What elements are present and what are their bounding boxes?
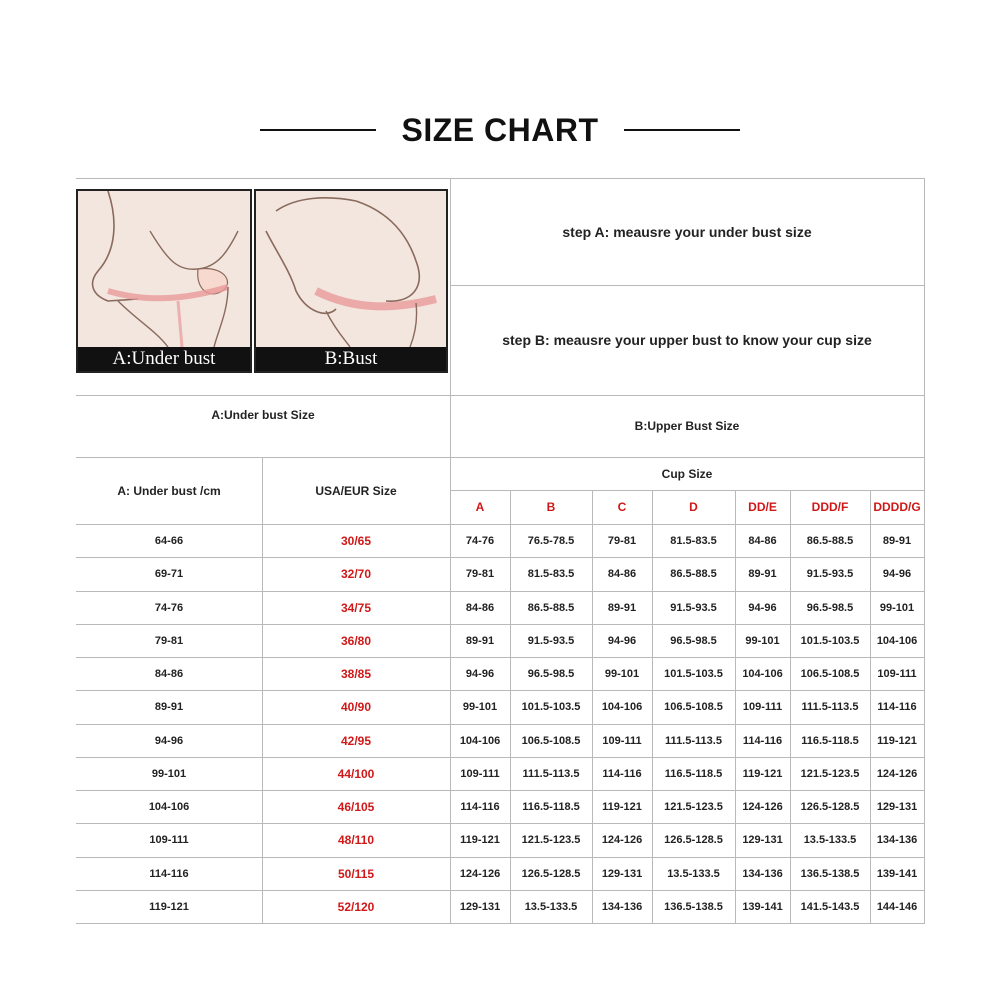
cup-range-value: 129-131 [876, 800, 918, 813]
cup-header-d: D [689, 500, 698, 514]
usa-eur-size-value: 48/110 [337, 833, 375, 847]
under-bust-range: 114-116 [149, 867, 189, 880]
under-bust-range: 74-76 [154, 601, 184, 614]
cup-range-value: 89-91 [607, 601, 637, 614]
cup-range-value: 114-116 [602, 767, 642, 780]
cup-range-value: 84-86 [465, 601, 495, 614]
cup-range-value: 114-116 [742, 734, 783, 747]
cup-range-value: 74-76 [465, 534, 495, 547]
grid-line [76, 923, 925, 924]
cup-range-value: 96.5-98.5 [806, 601, 854, 614]
cup-range-value: 129-131 [601, 867, 643, 880]
usa-eur-size-value: 38/85 [340, 666, 372, 681]
cup-range-value: 124-126 [459, 867, 501, 880]
cup-range-value: 116.5-118.5 [801, 734, 859, 747]
under-bust-measurement-illustration-icon [78, 191, 250, 347]
cup-header-dd-e: DD/E [748, 500, 777, 514]
bust-measurement-illustration-icon [256, 191, 446, 347]
title-bar [0, 108, 1000, 152]
cup-range-value: 99-101 [462, 701, 498, 713]
under-bust-range: 84-86 [154, 667, 184, 680]
cup-range-value: 81.5-83.5 [670, 534, 717, 547]
cup-range-value: 104-106 [459, 734, 501, 747]
cup-range-value: 119-121 [460, 834, 500, 846]
cup-range-value: 119-121 [742, 767, 783, 780]
cup-range-value: 94-96 [607, 634, 637, 647]
cup-range-value: 124-126 [742, 800, 783, 813]
cup-range-value: 116.5-118.5 [664, 767, 723, 780]
cup-range-value: 114-116 [460, 800, 500, 813]
cup-header-c: C [617, 500, 627, 514]
cup-size-header: Cup Size [661, 466, 713, 481]
bust-illustration [254, 189, 448, 373]
usa-eur-size-value: 52/120 [337, 899, 375, 914]
cup-range-value: 84-86 [607, 568, 637, 580]
cup-header-dddd-g: DDDD/G [873, 500, 921, 514]
cup-range-value: 96.5-98.5 [527, 667, 575, 680]
cup-range-value: 111.5-113.5 [665, 734, 722, 747]
cup-range-value: 139-141 [742, 900, 783, 913]
under-bust-range: 104-106 [148, 800, 190, 813]
cup-range-value: 81.5-83.5 [527, 568, 575, 580]
usa-eur-size-value: 36/80 [340, 633, 372, 648]
cup-range-value: 101.5-103.5 [521, 701, 581, 713]
cup-range-value: 134-136 [742, 867, 783, 880]
cup-range-value: 136.5-138.5 [800, 867, 860, 880]
cup-range-value: 94-96 [882, 568, 912, 580]
cup-range-value: 141.5-143.5 [800, 900, 860, 913]
usa-eur-size-header: USA/EUR Size [315, 483, 397, 498]
cup-range-value: 91.5-93.5 [527, 634, 575, 647]
under-bust-illustration [76, 189, 252, 373]
upper-bust-size-header: B:Upper Bust Size [634, 419, 740, 433]
cup-range-value: 124-126 [876, 767, 918, 780]
cup-range-value: 96.5-98.5 [670, 634, 717, 647]
cup-range-value: 134-136 [876, 834, 918, 846]
cup-range-value: 129-131 [459, 900, 501, 913]
under-bust-range: 119-121 [149, 900, 189, 913]
cup-range-value: 104-106 [601, 701, 643, 713]
cup-range-value: 89-91 [465, 634, 495, 647]
cup-range-value: 106.5-108.5 [800, 667, 860, 680]
page-title: SIZE CHART [401, 112, 599, 148]
grid-line [924, 178, 925, 923]
usa-eur-size-value: 50/115 [337, 866, 375, 881]
usa-eur-size-value: 34/75 [340, 600, 372, 615]
cup-range-value: 86.5-88.5 [806, 534, 854, 547]
cup-range-value: 144-146 [876, 900, 918, 913]
cup-range-value: 79-81 [465, 568, 495, 580]
cup-range-value: 13.5-133.5 [667, 867, 720, 880]
title-rule-right [624, 129, 740, 131]
cup-range-value: 86.5-88.5 [670, 568, 717, 580]
cup-range-value: 119-121 [877, 734, 917, 747]
cup-range-value: 116.5-118.5 [522, 800, 580, 813]
usa-eur-size-value: 42/95 [340, 733, 372, 748]
cup-range-value: 114-116 [877, 701, 917, 713]
cup-header-a: A [475, 500, 485, 514]
cup-range-value: 119-121 [602, 800, 642, 813]
cup-range-value: 121.5-123.5 [521, 834, 581, 846]
cup-header-b: B [546, 500, 556, 514]
usa-eur-size-value: 32/70 [340, 567, 372, 581]
cup-range-value: 79-81 [607, 534, 637, 547]
cup-range-value: 101.5-103.5 [800, 634, 860, 647]
cup-range-value: 99-101 [879, 601, 915, 614]
cup-range-value: 109-111 [602, 734, 642, 747]
usa-eur-size-value: 30/65 [340, 533, 372, 548]
cup-range-value: 136.5-138.5 [664, 900, 723, 913]
cup-range-value: 126.5-128.5 [521, 867, 581, 880]
under-bust-cm-header: A: Under bust /cm [117, 483, 221, 498]
cup-range-value: 111.5-113.5 [801, 701, 859, 713]
cup-range-value: 99-101 [604, 667, 640, 680]
title-rule-left [260, 129, 376, 131]
cup-range-value: 94-96 [465, 667, 495, 680]
cup-range-value: 109-111 [877, 667, 917, 680]
under-bust-range: 64-66 [154, 534, 184, 547]
cup-range-value: 121.5-123.5 [800, 767, 860, 780]
cup-range-value: 126.5-128.5 [800, 800, 860, 813]
under-bust-size-header: A:Under bust Size [211, 408, 315, 422]
cup-range-value: 89-91 [882, 534, 912, 547]
cup-range-value: 94-96 [748, 601, 777, 614]
under-bust-range: 109-111 [149, 834, 189, 846]
cup-range-value: 111.5-113.5 [522, 767, 580, 780]
usa-eur-size-value: 44/100 [337, 766, 375, 781]
cup-range-value: 109-111 [742, 701, 783, 713]
under-bust-range: 99-101 [151, 767, 187, 780]
cup-range-value: 106.5-108.5 [664, 701, 723, 713]
cup-range-value: 89-91 [748, 568, 777, 580]
under-bust-caption: A:Under bust [78, 347, 250, 371]
cup-range-value: 129-131 [742, 834, 783, 846]
cup-range-value: 86.5-88.5 [527, 601, 575, 614]
cup-range-value: 121.5-123.5 [664, 800, 723, 813]
cup-range-value: 84-86 [748, 534, 777, 547]
under-bust-range: 89-91 [154, 701, 184, 713]
under-bust-range: 79-81 [154, 634, 184, 647]
usa-eur-size-value: 46/105 [337, 799, 375, 814]
step-a-instruction: step A: meausre your under bust size [562, 223, 812, 240]
cup-range-value: 134-136 [601, 900, 643, 913]
under-bust-range: 94-96 [154, 734, 184, 747]
cup-range-value: 13.5-133.5 [524, 900, 578, 913]
cup-range-value: 101.5-103.5 [664, 667, 723, 680]
cup-range-value: 104-106 [742, 667, 783, 680]
cup-range-value: 91.5-93.5 [806, 568, 854, 580]
step-b-instruction: step B: meausre your upper bust to know your cup size [502, 332, 872, 348]
cup-range-value: 139-141 [876, 867, 918, 880]
cup-range-value: 124-126 [601, 834, 643, 846]
cup-range-value: 91.5-93.5 [670, 601, 717, 614]
cup-range-value: 109-111 [460, 767, 500, 780]
bust-caption: B:Bust [256, 347, 446, 371]
cup-range-value: 99-101 [745, 634, 780, 647]
cup-range-value: 13.5-133.5 [803, 834, 857, 846]
cup-range-value: 76.5-78.5 [527, 534, 575, 547]
cup-header-ddd-f: DDD/F [811, 500, 849, 514]
cup-range-value: 106.5-108.5 [521, 734, 581, 747]
cup-range-value: 126.5-128.5 [664, 834, 723, 846]
usa-eur-size-value: 40/90 [340, 700, 372, 714]
under-bust-range: 69-71 [154, 568, 184, 580]
cup-range-value: 104-106 [876, 634, 918, 647]
